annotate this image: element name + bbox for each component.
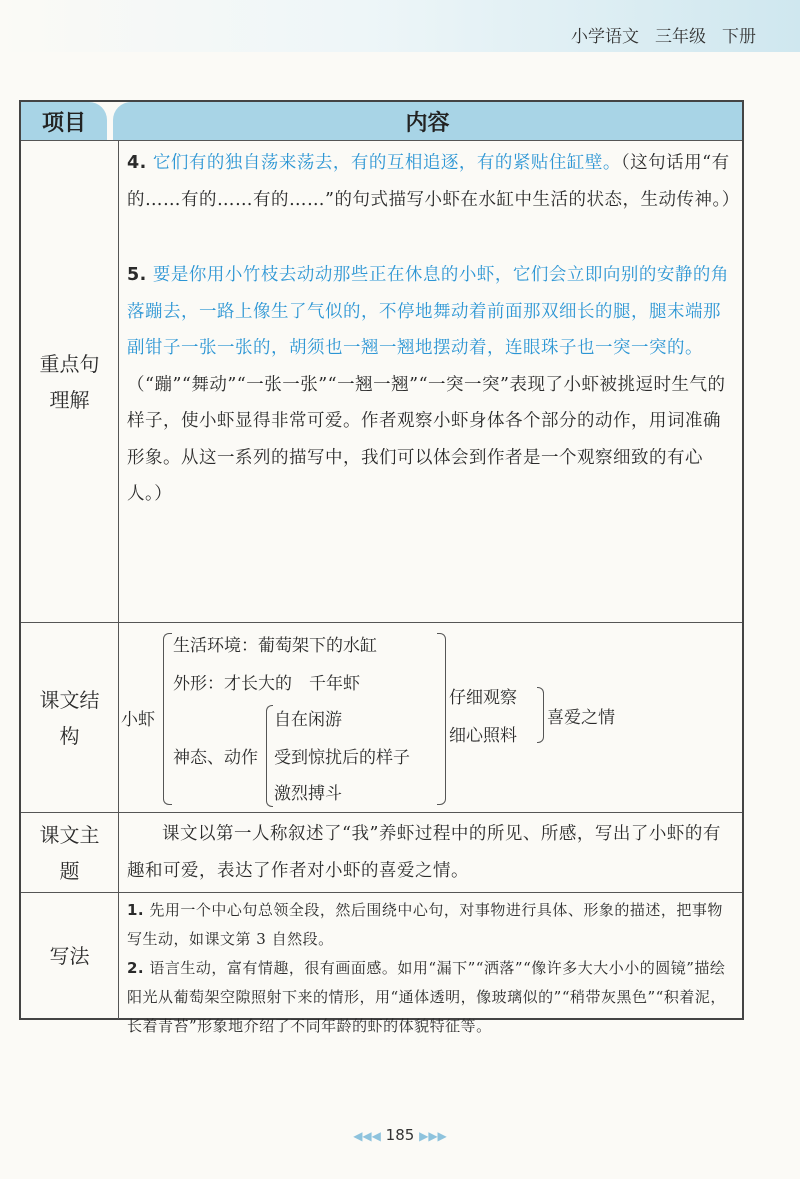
writing-content (119, 893, 742, 1035)
item-number: 1. (127, 901, 145, 919)
struct-behavior: 神态、动作 (173, 748, 258, 768)
theme-content (119, 813, 742, 893)
row-label-writing: 写法 (21, 893, 119, 1019)
header-subject: 小学语文 (571, 27, 639, 47)
writing-item-1 (127, 896, 732, 954)
struct-m2: 细心照料 (449, 726, 517, 746)
struct-b3: 激烈搏斗 (274, 784, 342, 804)
quote-text: 要是你用小竹枝去动动那些正在休息的小虾，它们会立即向别的安静的角落蹦去，一路上像生了气似的，不停地舞动着前面那双细长的腿，腿末端那副钳子一张一张的，胡须也一翘一翘地摆动着，连眼珠子也一突一突的。 (127, 265, 729, 358)
writing-item-2 (127, 954, 732, 1041)
table-header (21, 102, 742, 140)
row-label-theme: 课文主题 (21, 813, 119, 893)
key-sentence-4 (127, 145, 740, 218)
note-text: （“蹦”“舞动”“一张一张”“一翘一翘”“一突一突”表现了小虾被挑逗时生气的样子，使小虾显得非常可爱。作者观察小虾身体各个部分的动作，用词准确形象。从这一系列的描写中，我们可以体会到作者是一个观察细致的有心人。） (127, 374, 726, 504)
row-writing (21, 892, 742, 1035)
inner-brace (266, 705, 273, 807)
header-volume: 下册 (722, 27, 756, 47)
page-footer (0, 1126, 800, 1144)
structure-diagram (119, 623, 742, 813)
struct-b1: 自在闲游 (274, 710, 342, 730)
note-text: （这句话用“有的……有的……有的……”的句式描写小虾在水缸中生活的状态，生动传神。） (127, 153, 740, 210)
item-number: 2. (127, 959, 145, 977)
header-grade: 三年级 (655, 27, 706, 47)
page-header (571, 22, 756, 47)
struct-env: 生活环境：葡萄架下的水缸 (173, 636, 377, 656)
key-sentence-5 (127, 257, 732, 513)
lesson-table (19, 100, 744, 1035)
header-project: 项目 (21, 102, 107, 140)
key-sentences-content (119, 141, 742, 623)
method-brace (537, 687, 544, 743)
item-number: 4. (127, 153, 147, 173)
struct-shape: 外形：才长大的 千年虾 (173, 674, 360, 694)
item-text: 先用一个中心句总领全段，然后围绕中心句，对事物进行具体、形象的描述，把事物写生动，如课文第 3 自然段。 (127, 901, 723, 948)
row-label-key-sentences: 重点句理解 (21, 141, 119, 623)
right-brace (437, 633, 446, 805)
struct-result: 喜爱之情 (547, 708, 615, 728)
struct-m1: 仔细观察 (449, 688, 517, 708)
row-theme (21, 812, 742, 893)
row-label-structure: 课文结构 (21, 623, 119, 813)
struct-root: 小虾 (121, 710, 155, 730)
row-structure (21, 622, 742, 813)
next-arrows-icon: ▶▶▶ (419, 1129, 447, 1143)
left-brace (163, 633, 172, 805)
struct-b2: 受到惊扰后的样子 (274, 748, 410, 768)
header-content: 内容 (113, 102, 742, 140)
item-number: 5. (127, 265, 147, 285)
item-text: 语言生动，富有情趣，很有画面感。如用“漏下”“洒落”“像许多大大小小的圆镜”描绘阳光从葡萄架空隙照射下来的情形，用“通体透明，像玻璃似的”“稍带灰黑色”“积着泥，长着青苔”形象地介绍了不同年龄的虾的体貌特征等。 (127, 959, 726, 1035)
prev-arrows-icon: ◀◀◀ (353, 1129, 381, 1143)
row-key-sentences (21, 140, 742, 623)
page-number: 185 (385, 1126, 415, 1144)
theme-text: 课文以第一人称叙述了“我”养虾过程中的所见、所感，写出了小虾的有趣和可爱，表达了作者对小虾的喜爱之情。 (127, 824, 721, 881)
quote-text: 它们有的独自荡来荡去，有的互相追逐，有的紧贴住缸壁。 (152, 153, 621, 173)
